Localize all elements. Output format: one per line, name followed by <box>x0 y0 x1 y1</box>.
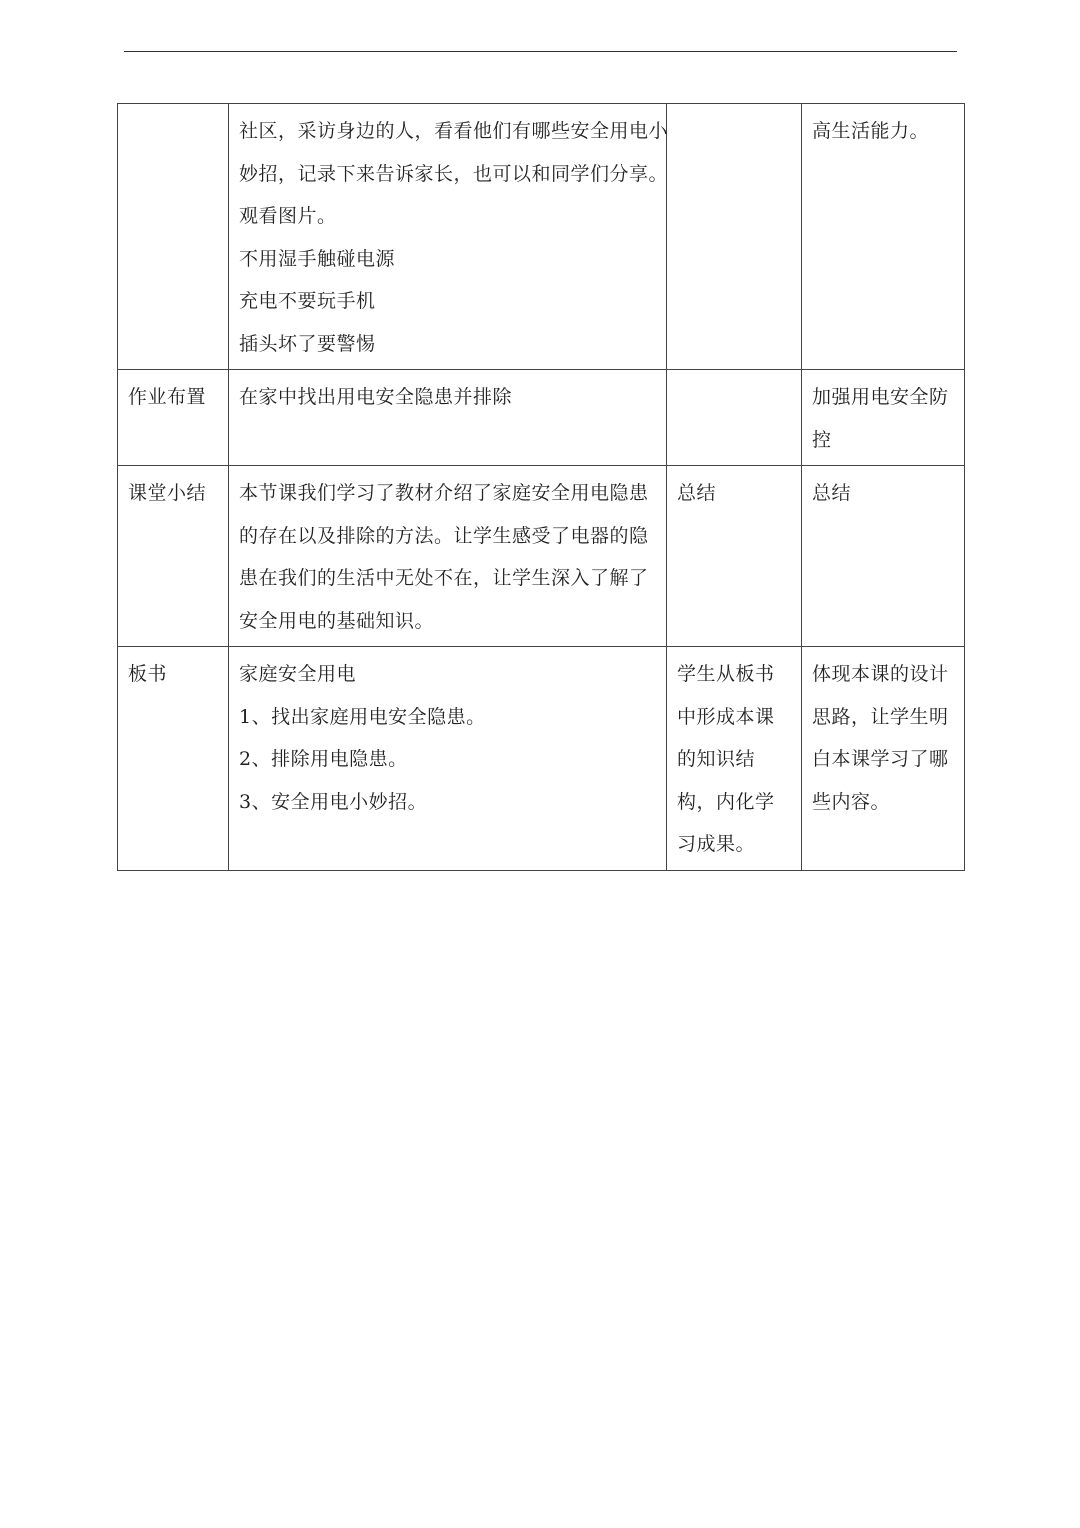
design-intent-cell: 总结 <box>802 466 965 647</box>
content-line: 3、安全用电小妙招。 <box>239 790 428 813</box>
section-cell: 课堂小结 <box>118 466 229 647</box>
content-line: 1、找出家庭用电安全隐患。 <box>239 705 486 728</box>
content-line: 2、排除用电隐患。 <box>239 748 408 770</box>
table-row <box>118 647 965 871</box>
design-intent-cell: 体现本课的设计思路，让学生明白本课学习了哪些内容。 <box>802 647 965 871</box>
content-line: 充电不要玩手机 <box>239 290 376 312</box>
content-line: 观看图片。 <box>239 205 337 227</box>
design-intent-cell: 高生活能力。 <box>802 104 965 370</box>
content-line: 插头坏了要警惕 <box>239 332 376 355</box>
content-line: 家庭安全用电 <box>239 663 357 685</box>
lesson-plan-table <box>117 103 965 871</box>
student-activity-cell <box>667 370 802 466</box>
content-cell <box>229 370 667 466</box>
table-row <box>118 104 965 370</box>
content-line: 在家中找出用电安全隐患并排除 <box>239 386 513 408</box>
section-cell <box>118 104 229 370</box>
section-cell: 作业布置 <box>118 370 229 466</box>
table-row <box>118 370 965 466</box>
content-line: 不用湿手触碰电源 <box>239 247 396 270</box>
student-activity-cell: 学生从板书中形成本课的知识结构，内化学习成果。 <box>667 647 802 871</box>
content-cell <box>229 647 667 871</box>
student-activity-cell: 总结 <box>667 466 802 647</box>
section-cell: 板书 <box>118 647 229 871</box>
content-line: 妙招，记录下来告诉家长，也可以和同学们分享。 <box>239 162 669 185</box>
design-intent-cell: 加强用电安全防控 <box>802 370 965 466</box>
student-activity-cell <box>667 104 802 370</box>
content-cell <box>229 104 667 370</box>
content-line: 社区，采访身边的人，看看他们有哪些安全用电小 <box>239 120 669 142</box>
header-rule <box>124 51 957 52</box>
content-paragraph: 本节课我们学习了教材介绍了家庭安全用电隐患的存在以及排除的方法。让学生感受了电器的隐患在我们的生活中无处不在，让学生深入了解了安全用电的基础知识。 <box>239 482 649 632</box>
content-cell <box>229 466 667 647</box>
table-row <box>118 466 965 647</box>
